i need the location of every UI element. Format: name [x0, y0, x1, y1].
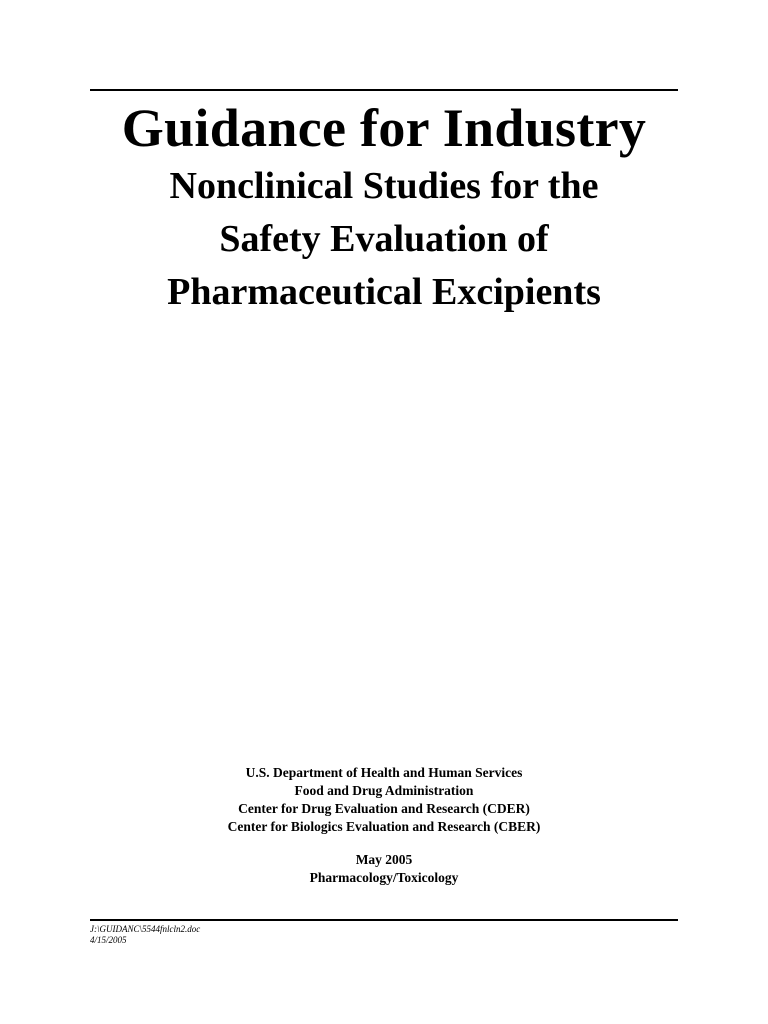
document-title: Guidance for Industry — [121, 98, 647, 158]
agency-list — [60, 764, 708, 836]
footer-file-date: 4/15/2005 — [90, 935, 127, 945]
top-divider — [90, 89, 678, 91]
agency-line: Center for Biologics Evaluation and Research (CBER) — [227, 819, 541, 834]
subtitle-line: Safety Evaluation of — [219, 218, 549, 260]
publication-date: May 2005 — [355, 852, 413, 867]
agency-line: Center for Drug Evaluation and Research (CDER) — [238, 801, 530, 816]
bottom-divider — [90, 919, 678, 921]
subtitle-line: Pharmaceutical Excipients — [167, 271, 601, 313]
agency-line: U.S. Department of Health and Human Services — [245, 765, 523, 780]
footer-file-path: J:\GUIDANC\5544fnlcln2.doc — [90, 924, 201, 934]
subtitle-line: Nonclinical Studies for the — [169, 165, 599, 207]
document-category: Pharmacology/Toxicology — [309, 870, 459, 885]
document-subtitle — [60, 160, 708, 319]
publication-info — [60, 851, 708, 887]
agency-line: Food and Drug Administration — [294, 783, 474, 798]
file-footer — [90, 924, 200, 946]
